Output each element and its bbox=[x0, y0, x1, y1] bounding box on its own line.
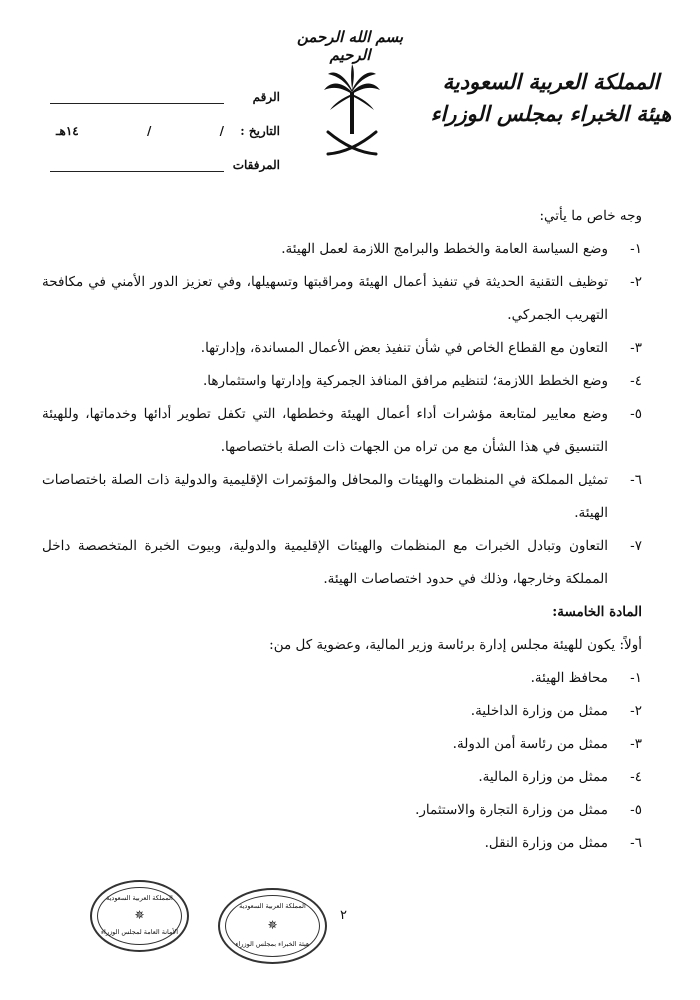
intro-text: وجه خاص ما يأتي: bbox=[539, 208, 642, 224]
org-body-name: هيئة الخبراء بمجلس الوزراء bbox=[430, 101, 672, 126]
palm-emblem-icon: ✵ bbox=[134, 908, 145, 922]
item-text: ممثل من رئاسة أمن الدولة. bbox=[452, 736, 608, 752]
item-number: ٥- bbox=[630, 802, 642, 818]
palm-emblem-icon: ✵ bbox=[267, 918, 278, 932]
tasks-list bbox=[42, 233, 642, 596]
list-item bbox=[42, 365, 642, 398]
meta-date-row bbox=[50, 104, 280, 138]
list-item bbox=[42, 530, 642, 596]
list-item bbox=[42, 794, 642, 827]
item-text: ممثل من وزارة المالية. bbox=[478, 769, 608, 785]
list-item bbox=[42, 728, 642, 761]
item-text: وضع السياسة العامة والخطط والبرامج اللازمة لعمل الهيئة. bbox=[281, 241, 608, 257]
item-number: ٤- bbox=[630, 769, 642, 785]
item-number: ٥- bbox=[630, 406, 642, 422]
list-item bbox=[42, 827, 642, 860]
meta-number-label: الرقم bbox=[252, 90, 280, 104]
meta-number-line bbox=[50, 89, 224, 104]
meta-date-slash-1: / bbox=[219, 124, 224, 138]
document-body bbox=[42, 200, 642, 860]
seal-right-stamp bbox=[218, 888, 327, 964]
list-item bbox=[42, 695, 642, 728]
item-text: التعاون وتبادل الخبرات مع المنظمات والهيئات الإقليمية والدولية، وبيوت الخبرة المتخصصة داخل المملكة وخارجها، وذلك في حدود اختصاصات الهيئة. bbox=[42, 538, 608, 587]
bismillah: بسم الله الرحمن الرحيم bbox=[296, 28, 404, 64]
item-number: ٧- bbox=[630, 538, 642, 554]
item-text: ممثل من وزارة الداخلية. bbox=[470, 703, 608, 719]
item-text: ممثل من وزارة النقل. bbox=[484, 835, 608, 851]
seal-left-top-text: المملكة العربية السعودية bbox=[106, 894, 173, 902]
item-number: ٣- bbox=[630, 736, 642, 752]
list-item bbox=[42, 464, 642, 530]
meta-attachments-line bbox=[50, 157, 224, 172]
meta-number-row bbox=[50, 70, 280, 104]
organization-name bbox=[426, 66, 676, 130]
meta-date-label: التاريخ : bbox=[240, 124, 280, 138]
item-number: ١- bbox=[630, 670, 642, 686]
meta-date-suffix: ١٤هـ bbox=[56, 124, 79, 138]
org-country-name: المملكة العربية السعودية bbox=[442, 69, 660, 94]
list-item bbox=[42, 398, 642, 464]
seal-left-stamp bbox=[90, 880, 189, 952]
meta-date-slash-2: / bbox=[146, 124, 152, 138]
item-text: ممثل من وزارة التجارة والاستثمار. bbox=[415, 802, 608, 818]
page-number: ٢ bbox=[340, 908, 347, 923]
article-heading: المادة الخامسة: bbox=[552, 604, 642, 620]
palm-and-swords-emblem-icon bbox=[322, 62, 382, 162]
item-text: وضع معايير لمتابعة مؤشرات أداء أعمال الهيئة وخططها، التي تكفل تطوير أدائها وخدماتها، وللهيئة التنسيق في هذا الشأن مع من تراه من الجهات ذات الصلة باختصاصها. bbox=[42, 406, 608, 455]
item-text: وضع الخطط اللازمة؛ لتنظيم مرافق المنافذ الجمركية وإدارتها واستثمارها. bbox=[203, 373, 608, 389]
item-number: ١- bbox=[630, 241, 642, 257]
list-item bbox=[42, 662, 642, 695]
item-text: توظيف التقنية الحديثة في تنفيذ أعمال الهيئة ومراقبتها وتسهيلها، وفي تعزيز الدور الأمني في مكافحة التهريب الجمركي. bbox=[42, 274, 608, 323]
list-item bbox=[42, 266, 642, 332]
members-list bbox=[42, 662, 642, 860]
meta-attachments-label: المرفقات bbox=[232, 158, 280, 172]
item-text: تمثيل المملكة في المنظمات والهيئات والمحافل والمؤتمرات الإقليمية والدولية ذات الصلة باختصاصات الهيئة. bbox=[42, 472, 608, 521]
meta-attachments-row bbox=[50, 138, 280, 172]
reference-meta bbox=[50, 70, 280, 172]
meta-date-value bbox=[50, 124, 230, 138]
seal-right-bottom-text: هيئة الخبراء بمجلس الوزراء bbox=[235, 940, 310, 948]
item-number: ٤- bbox=[630, 373, 642, 389]
item-text: محافظ الهيئة. bbox=[530, 670, 608, 686]
first-clause: أولاً: يكون للهيئة مجلس إدارة برئاسة وزير المالية، وعضوية كل من: bbox=[269, 637, 642, 653]
item-text: التعاون مع القطاع الخاص في شأن تنفيذ بعض الأعمال المساندة، وإدارتها. bbox=[200, 340, 608, 356]
item-number: ٦- bbox=[630, 472, 642, 488]
list-item bbox=[42, 332, 642, 365]
item-number: ٢- bbox=[630, 703, 642, 719]
seal-right-top-text: المملكة العربية السعودية bbox=[239, 902, 306, 910]
list-item bbox=[42, 761, 642, 794]
item-number: ٦- bbox=[630, 835, 642, 851]
item-number: ٣- bbox=[630, 340, 642, 356]
list-item bbox=[42, 233, 642, 266]
item-number: ٢- bbox=[630, 274, 642, 290]
seal-left-bottom-text: الأمانة العامة لمجلس الوزراء bbox=[101, 928, 178, 936]
